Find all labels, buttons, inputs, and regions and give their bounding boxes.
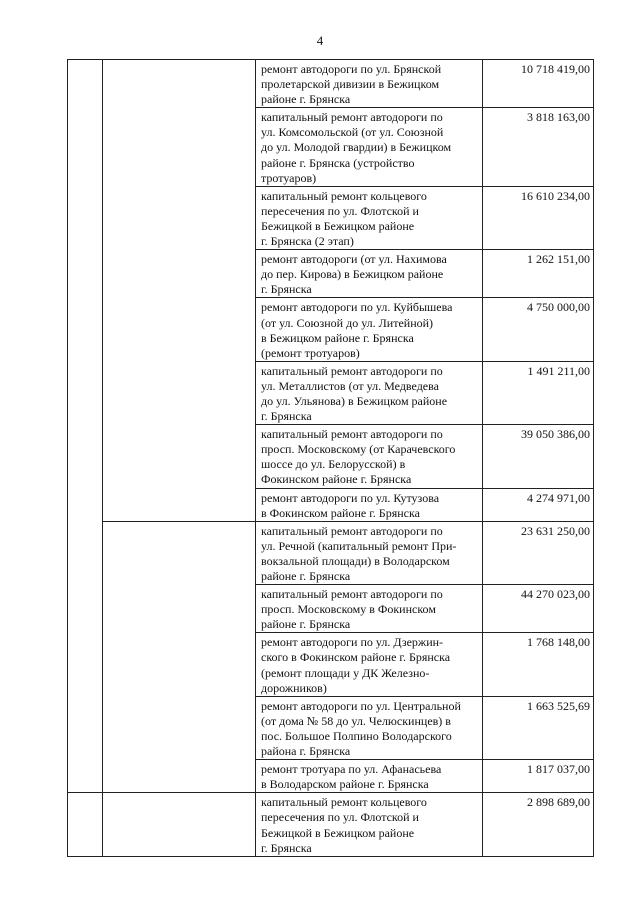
row-description: ремонт автодороги по ул. Куйбышева (от ул. Союзной до ул. Литейной) в Бежицком районе г. Брянска (ремонт тротуаров) xyxy=(261,300,453,360)
row-amount: 23 631 250,00 xyxy=(521,523,590,538)
row-description: ремонт автодороги по ул. Брянской пролетарской дивизии в Бежицком районе г. Брянска xyxy=(261,62,442,107)
description-cell xyxy=(256,760,483,793)
program-cell xyxy=(103,521,256,793)
amount-cell xyxy=(483,60,594,108)
description-cell xyxy=(256,633,483,696)
row-amount: 1 817 037,00 xyxy=(527,762,590,777)
description-cell xyxy=(256,521,483,584)
row-description: капитальный ремонт автодороги по ул. Металлистов (от ул. Медведева до ул. Ульянова) в Бежицком районе г. Брянска xyxy=(261,363,448,424)
description-cell xyxy=(256,585,483,633)
row-description: капитальный ремонт автодороги по просп. Московскому в Фокинском районе г. Брянска xyxy=(261,587,443,632)
row-amount: 16 610 234,00 xyxy=(521,188,590,203)
row-description: капитальный ремонт автодороги по ул. Комсомольской (от ул. Союзной до ул. Молодой гвардии) в Бежицком районе г. Брянска (устройство тротуаров) xyxy=(261,110,452,185)
row-amount: 1 663 525,69 xyxy=(527,698,590,713)
description-cell xyxy=(256,793,483,856)
row-amount: 1 491 211,00 xyxy=(527,363,590,378)
amount-cell xyxy=(483,633,594,696)
program-cell xyxy=(103,793,256,856)
amount-cell xyxy=(483,488,594,521)
description-cell xyxy=(256,696,483,759)
amount-cell xyxy=(483,696,594,759)
description-cell xyxy=(256,361,483,424)
row-description: ремонт автодороги по ул. Дзержин- ского в Фокинском районе г. Брянска (ремонт площади у ДК Железно- дорожников) xyxy=(261,635,451,695)
row-description: капитальный ремонт автодороги по ул. Речной (капитальный ремонт При- вокзальной площади) в Володарском районе г. Брянска xyxy=(261,523,457,583)
number-cell xyxy=(68,793,103,856)
row-amount: 2 898 689,00 xyxy=(527,795,590,810)
amount-cell xyxy=(483,425,594,488)
number-cell xyxy=(68,60,103,793)
description-cell xyxy=(256,108,483,186)
amount-cell xyxy=(483,585,594,633)
row-amount: 3 818 163,00 xyxy=(527,110,590,125)
amount-cell xyxy=(483,186,594,249)
row-description: ремонт автодороги (от ул. Нахимова до пер. Кирова) в Бежицком районе г. Брянска xyxy=(261,252,447,297)
row-amount: 39 050 386,00 xyxy=(521,427,590,442)
description-cell xyxy=(256,488,483,521)
row-amount: 1 262 151,00 xyxy=(527,252,590,267)
row-amount: 1 768 148,00 xyxy=(527,635,590,650)
row-description: капитальный ремонт кольцевого пересечения по ул. Флотской и Бежицкой в Бежицком районе г. Брянска (2 этап) xyxy=(261,188,427,249)
budget-table xyxy=(67,59,594,857)
row-description: ремонт автодороги по ул. Центральной (от дома № 58 до ул. Челюскинцев) в пос. Большое Полпино Володарского района г. Брянска xyxy=(261,698,461,759)
table-row xyxy=(68,793,594,856)
amount-cell xyxy=(483,298,594,361)
amount-cell xyxy=(483,361,594,424)
description-cell xyxy=(256,250,483,298)
program-cell xyxy=(103,60,256,522)
table-row xyxy=(68,60,594,108)
row-amount: 4 750 000,00 xyxy=(527,300,590,315)
row-amount: 10 718 419,00 xyxy=(521,62,590,76)
amount-cell xyxy=(483,793,594,856)
amount-cell xyxy=(483,521,594,584)
row-description: ремонт тротуара по ул. Афанасьева в Володарском районе г. Брянска xyxy=(261,762,442,792)
description-cell xyxy=(256,186,483,249)
row-amount: 44 270 023,00 xyxy=(521,587,590,602)
amount-cell xyxy=(483,108,594,186)
page-number: 4 xyxy=(316,33,324,48)
description-cell xyxy=(256,60,483,108)
row-description: ремонт автодороги по ул. Кутузова в Фокинском районе г. Брянска xyxy=(261,490,440,520)
amount-cell xyxy=(483,250,594,298)
table-row xyxy=(68,521,594,584)
amount-cell xyxy=(483,760,594,793)
row-description: капитальный ремонт автодороги по просп. Московскому (от Карачевского шоссе до ул. Белорусской) в Фокинском районе г. Брянска xyxy=(261,427,456,487)
row-description: капитальный ремонт кольцевого пересечения по ул. Флотской и Бежицкой в Бежицком районе г. Брянска xyxy=(261,795,427,855)
row-amount: 4 274 971,00 xyxy=(527,490,590,505)
description-cell xyxy=(256,298,483,361)
description-cell xyxy=(256,425,483,488)
